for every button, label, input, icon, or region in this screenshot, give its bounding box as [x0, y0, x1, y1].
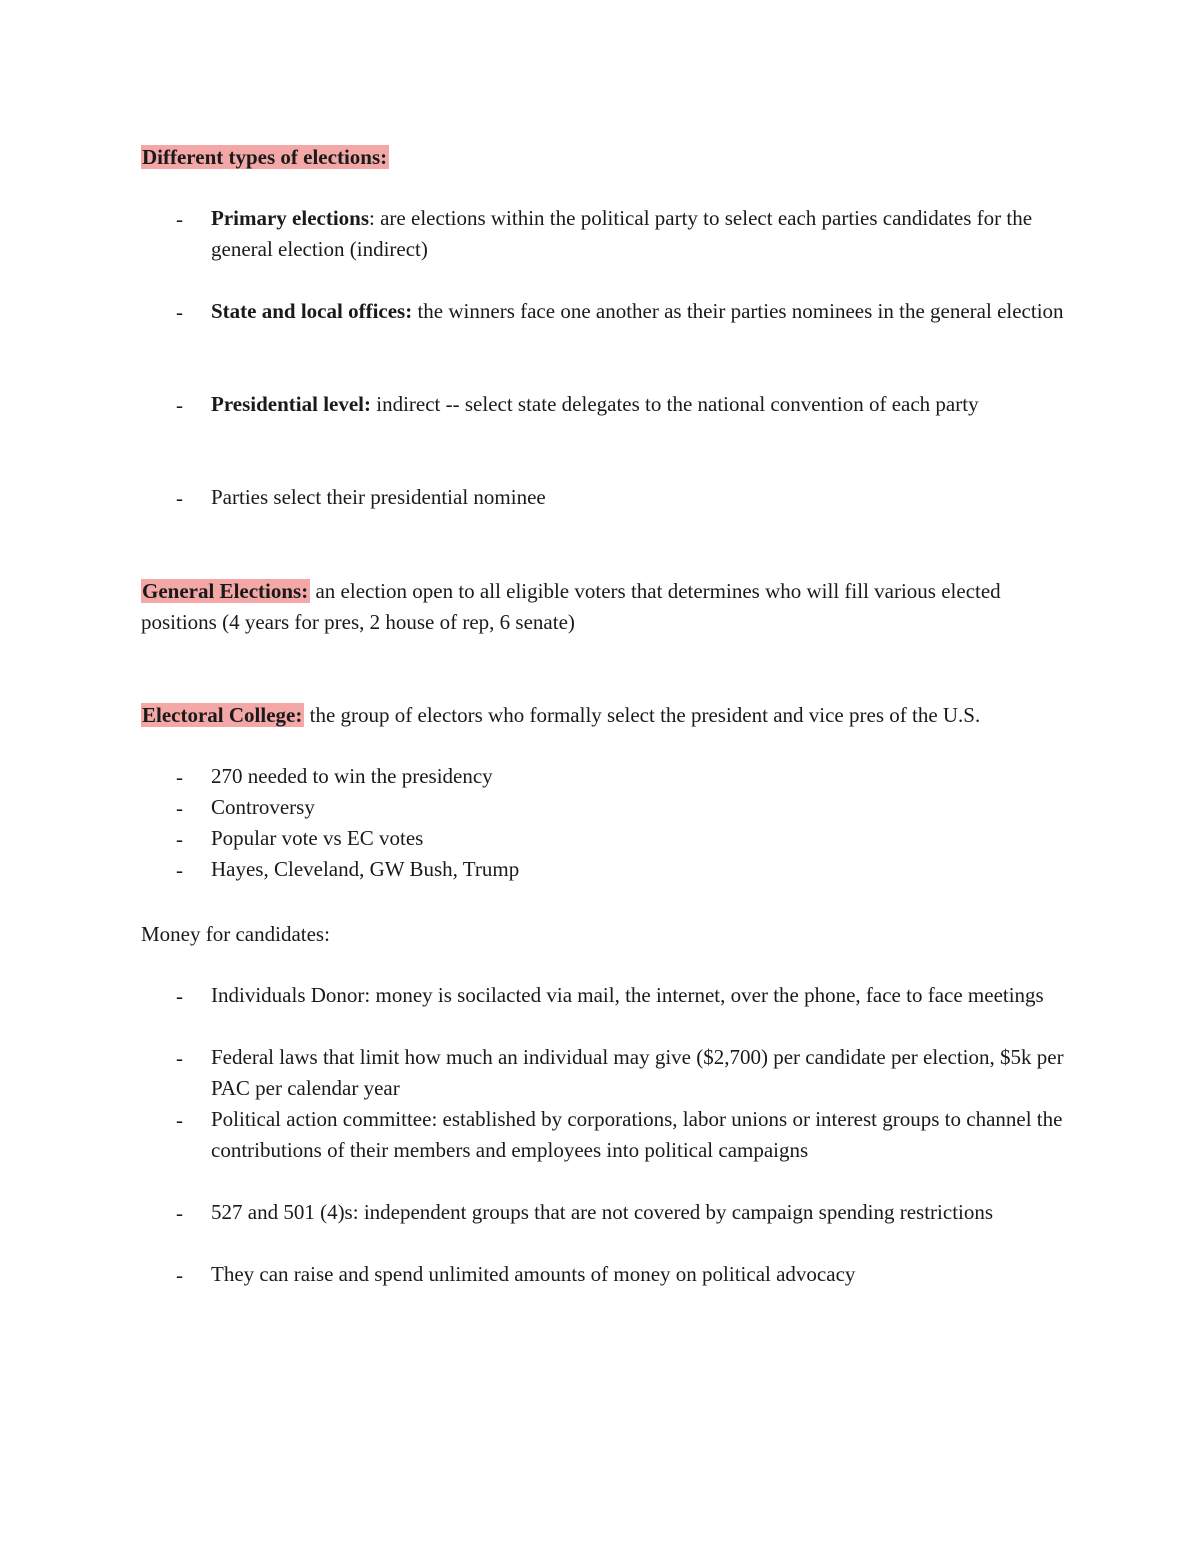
bullet-dash: -: [176, 486, 183, 510]
list-item: Federal laws that limit how much an individual may give ($2,700) per candidate per election, $5k per PAC per calendar year: [211, 1045, 1064, 1100]
list-item-state-local-offices: [211, 296, 1091, 327]
bullet-dash: -: [176, 827, 183, 851]
bullet-dash: -: [176, 984, 183, 1008]
list-item: Controversy: [211, 795, 315, 819]
paragraph-text: an election open to all eligible voters that determines who will fill various elected positions (4 years for pres, 2 house of rep, 6 senate): [141, 579, 1001, 634]
item-text: Parties select their presidential nominee: [211, 485, 546, 509]
bullet-dash: -: [176, 1201, 183, 1225]
section-heading-types-of-elections: [141, 144, 389, 170]
highlighted-heading: Different types of elections:: [142, 145, 388, 169]
list-item: 527 and 501 (4)s: independent groups that are not covered by campaign spending restrictions: [211, 1200, 994, 1224]
item-text: the winners face one another as their parties nominees in the general election: [412, 299, 1064, 323]
list-item-primary-elections: [211, 203, 1091, 265]
bullet-dash: -: [176, 1263, 183, 1287]
term-label: State and local offices:: [211, 299, 413, 323]
list-item-parties-select: [211, 482, 1091, 513]
bullet-dash: -: [176, 858, 183, 882]
bullet-dash: -: [176, 300, 183, 324]
highlighted-heading: Electoral College:: [142, 703, 303, 727]
bullet-dash: -: [176, 393, 183, 417]
bullet-dash: -: [176, 1108, 183, 1132]
list-item: 270 needed to win the presidency: [211, 764, 493, 788]
list-item: Hayes, Cleveland, GW Bush, Trump: [211, 857, 520, 881]
bullet-dash: -: [176, 765, 183, 789]
list-item: Political action committee: established by corporations, labor unions or interest groups to channel the contributions of their members and employees into political campaigns: [211, 1107, 1063, 1162]
item-text: : are elections within the political party to select each parties candidates for the general election (indirect): [211, 206, 1033, 261]
list-item-presidential-level: [211, 389, 1091, 420]
list-item: Popular vote vs EC votes: [211, 826, 424, 850]
highlighted-heading: General Elections:: [142, 579, 309, 603]
list-item: Individuals Donor: money is socilacted via mail, the internet, over the phone, face to face meetings: [211, 983, 1044, 1007]
section-heading-money-for-candidates: Money for candidates:: [141, 922, 330, 946]
bullet-dash: -: [176, 207, 183, 231]
bullet-dash: -: [176, 796, 183, 820]
term-label: Presidential level:: [211, 392, 371, 416]
bullet-dash: -: [176, 1046, 183, 1070]
paragraph-electoral-college: [141, 700, 1071, 731]
item-text: indirect -- select state delegates to the national convention of each party: [371, 392, 979, 416]
list-item: They can raise and spend unlimited amounts of money on political advocacy: [211, 1262, 856, 1286]
paragraph-general-elections: [141, 576, 1071, 638]
paragraph-text: the group of electors who formally select the president and vice pres of the U.S.: [304, 703, 981, 727]
term-label: Primary elections: [211, 206, 370, 230]
